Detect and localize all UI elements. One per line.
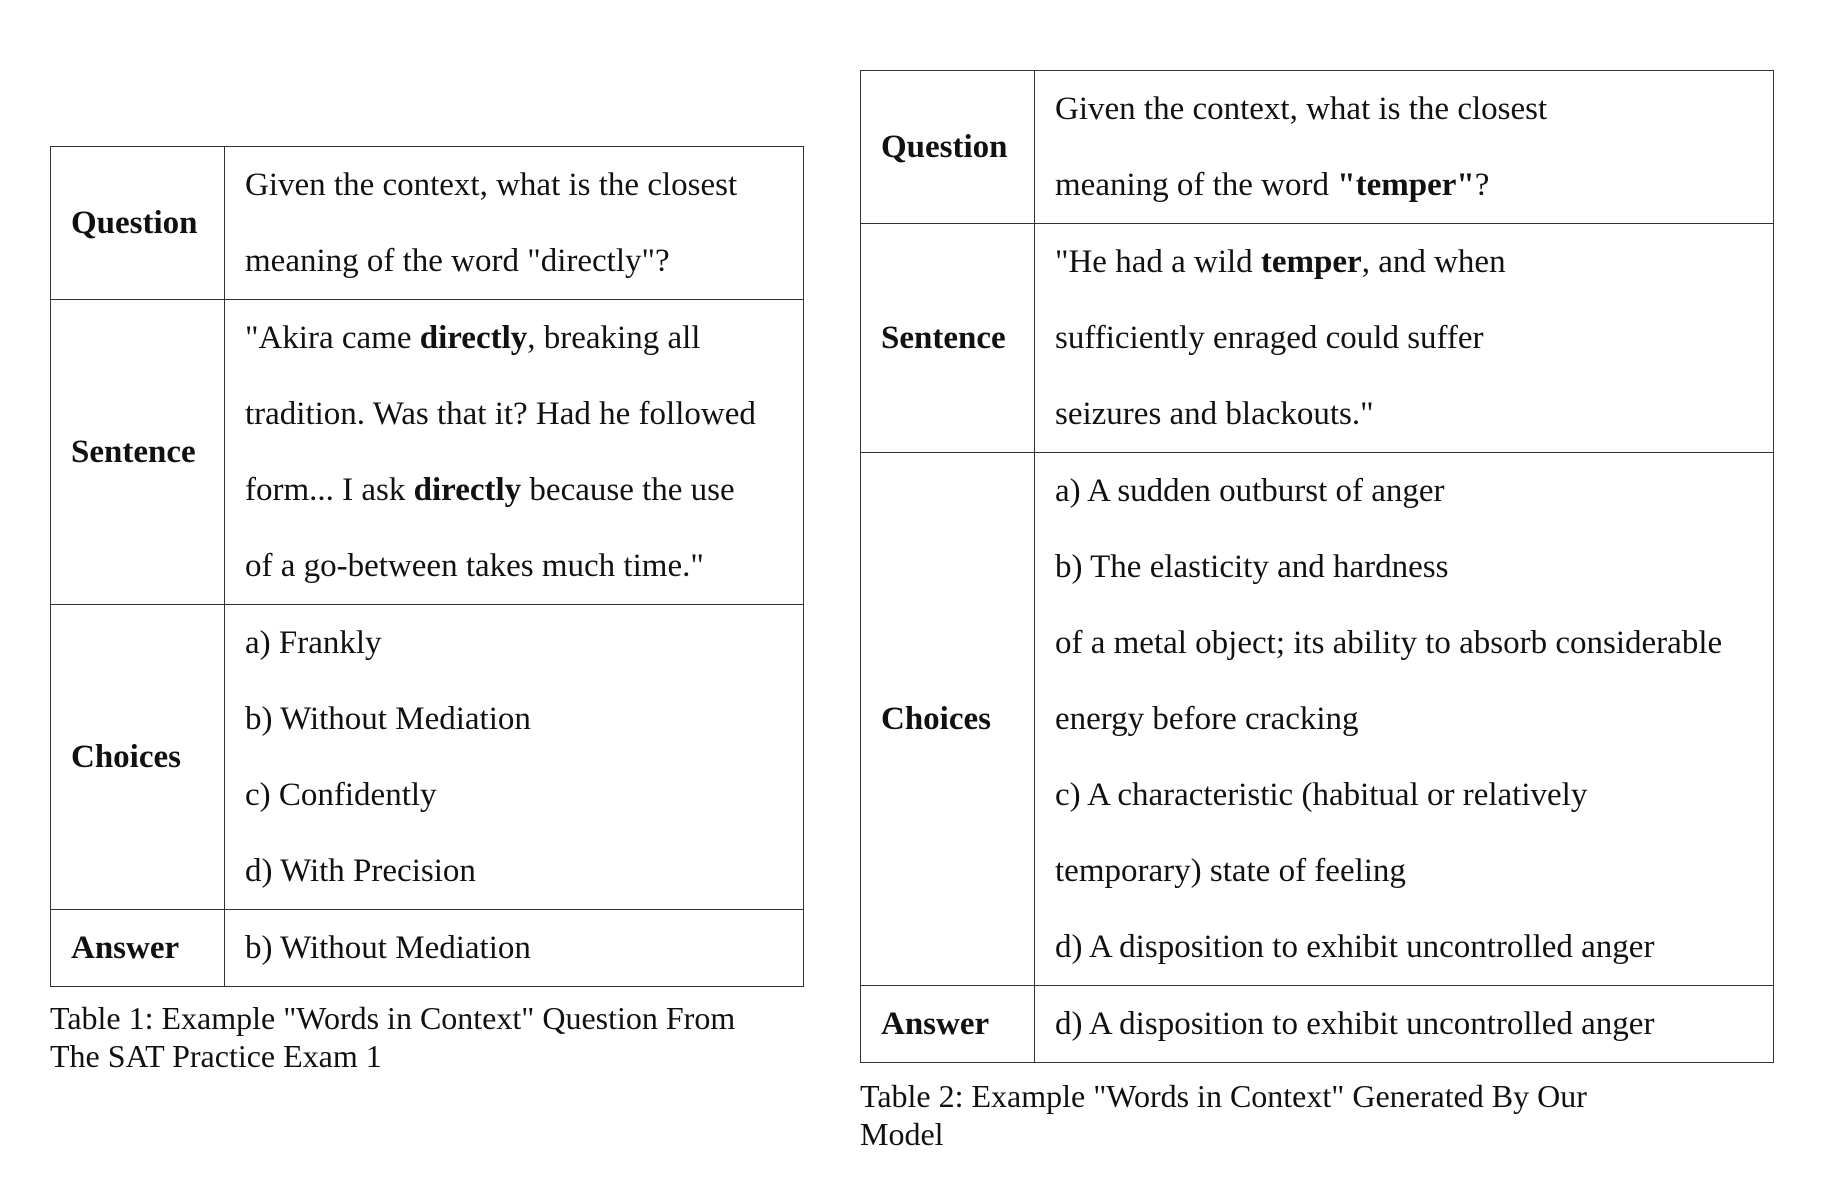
- table-row-answer: [861, 986, 1774, 1063]
- table-row-choices: [861, 453, 1774, 986]
- row-label-question: Question: [51, 147, 225, 300]
- table-2: [860, 70, 1774, 1153]
- row-label-sentence: Sentence: [861, 224, 1035, 453]
- sentence-line-1: [245, 300, 783, 376]
- question-cell: [225, 147, 804, 300]
- target-word: "temper": [1337, 167, 1475, 203]
- question-line-1: Given the context, what is the closest: [245, 167, 738, 203]
- sentence-line-1: [1055, 224, 1753, 300]
- question-text: meaning of the word: [1055, 167, 1338, 203]
- choice-item: c) A characteristic (habitual or relatively: [1055, 777, 1588, 813]
- target-word: directly: [413, 472, 522, 508]
- target-word: directly: [419, 320, 528, 356]
- choice-item: temporary) state of feeling: [1055, 853, 1406, 889]
- sentence-line-3: [245, 452, 783, 528]
- answer-cell: [225, 910, 804, 987]
- table-row-sentence: [51, 300, 804, 605]
- table-row-sentence: [861, 224, 1774, 453]
- row-label-question: Question: [861, 71, 1035, 224]
- row-label-choices: Choices: [51, 605, 225, 910]
- sentence-text: , and when: [1361, 244, 1506, 280]
- sentence-cell: [1035, 224, 1774, 453]
- caption-line-1: Table 2: Example "Words in Context" Generated By Our: [860, 1078, 1587, 1114]
- sentence-text: , breaking all: [527, 320, 701, 356]
- answer-cell: [1035, 986, 1774, 1063]
- sentence-line-2: sufficiently enraged could suffer: [1055, 320, 1484, 356]
- sentence-text: "Akira came: [245, 320, 420, 356]
- sentence-cell: [225, 300, 804, 605]
- choice-item: d) A disposition to exhibit uncontrolled anger: [1055, 929, 1655, 965]
- sentence-line-4: of a go-between takes much time.": [245, 548, 704, 584]
- choice-item: c) Confidently: [245, 777, 437, 813]
- row-label-choices: Choices: [861, 453, 1035, 986]
- caption-line-2: Model: [860, 1116, 944, 1152]
- row-label-answer: Answer: [861, 986, 1035, 1063]
- question-text: ?: [1474, 167, 1490, 203]
- table-2-caption: [860, 1077, 1774, 1153]
- choice-item: b) Without Mediation: [245, 701, 531, 737]
- sentence-text: because the use: [521, 472, 735, 508]
- answer-text: b) Without Mediation: [245, 930, 531, 966]
- choice-item: energy before cracking: [1055, 701, 1359, 737]
- caption-line-2: The SAT Practice Exam 1: [50, 1038, 382, 1074]
- table-row-question: [861, 71, 1774, 224]
- question-cell: [1035, 71, 1774, 224]
- sentence-line-2: tradition. Was that it? Had he followed: [245, 396, 756, 432]
- sentence-text: "He had a wild: [1055, 244, 1261, 280]
- choice-item: b) The elasticity and hardness: [1055, 549, 1449, 585]
- choice-item: d) With Precision: [245, 853, 476, 889]
- table-row-choices: [51, 605, 804, 910]
- row-label-sentence: Sentence: [51, 300, 225, 605]
- choice-item: a) A sudden outburst of anger: [1055, 473, 1445, 509]
- choices-cell: [225, 605, 804, 910]
- answer-text: d) A disposition to exhibit uncontrolled anger: [1055, 1006, 1655, 1042]
- table-2-grid: [860, 70, 1774, 1063]
- table-row-question: [51, 147, 804, 300]
- caption-line-1: Table 1: Example "Words in Context" Question From: [50, 1000, 736, 1036]
- target-word: temper: [1260, 244, 1362, 280]
- table-1-caption: [50, 999, 804, 1075]
- row-label-answer: Answer: [51, 910, 225, 987]
- sentence-line-3: seizures and blackouts.": [1055, 396, 1374, 432]
- question-line-2: meaning of the word "directly"?: [245, 243, 670, 279]
- choice-item: a) Frankly: [245, 625, 382, 661]
- sentence-text: form... I ask: [245, 472, 414, 508]
- table-1-grid: [50, 146, 804, 987]
- choice-item: of a metal object; its ability to absorb considerable: [1055, 625, 1723, 661]
- choices-cell: [1035, 453, 1774, 986]
- table-1: [50, 146, 804, 1075]
- table-row-answer: [51, 910, 804, 987]
- question-line-2: [1055, 147, 1753, 223]
- question-line-1: Given the context, what is the closest: [1055, 91, 1548, 127]
